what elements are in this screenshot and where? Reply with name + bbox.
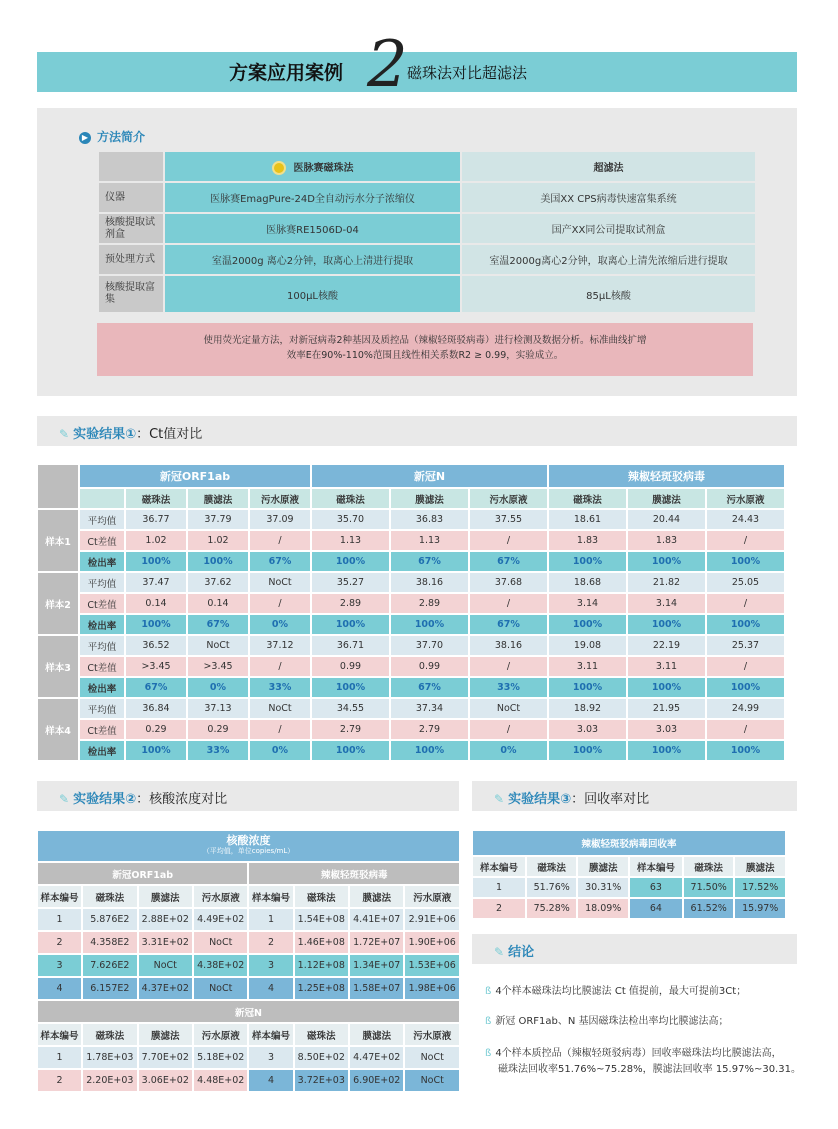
ct-cell: 100%	[706, 677, 785, 698]
result2-bar	[37, 781, 459, 811]
table-row	[472, 877, 786, 898]
nucleic-cell: 4.358E2	[82, 931, 137, 954]
recovery-cell: 15.97%	[734, 898, 786, 919]
ct-cell: 100%	[548, 551, 627, 572]
ct-method-header: 膜滤法	[390, 488, 469, 509]
ct-cell: /	[706, 719, 785, 740]
recovery-header: 膜滤法	[577, 856, 629, 877]
nucleic-cell: 4.47E+02	[349, 1046, 404, 1069]
ct-cell: 37.13	[187, 698, 249, 719]
ct-cell: 0.29	[125, 719, 187, 740]
ct-cell: NoCt	[249, 572, 311, 593]
method-panel	[37, 108, 797, 396]
ct-cell: NoCt	[469, 698, 548, 719]
ct-cell: 21.82	[627, 572, 706, 593]
ct-row-label: 平均值	[79, 509, 125, 530]
ct-cell: 38.16	[469, 635, 548, 656]
ct-row-label: 检出率	[79, 677, 125, 698]
ct-cell: 0.99	[311, 656, 390, 677]
method-row-label: 核酸提取富集	[99, 276, 163, 312]
nucleic-cell: 1.78E+03	[82, 1046, 137, 1069]
ct-cell: 2.79	[390, 719, 469, 740]
ct-cell: 100%	[627, 740, 706, 761]
ct-cell: 37.62	[187, 572, 249, 593]
nucleic-cell: 2.91E+06	[404, 908, 460, 931]
nucleic-unit-text: （平均值，单位copies/mL）	[202, 847, 295, 855]
ct-cell: /	[249, 593, 311, 614]
nucleic-table	[37, 830, 460, 1092]
header-subtitle: 磁珠法对比超滤法	[407, 64, 528, 82]
method-cell-b: 85μL核酸	[462, 276, 755, 312]
ct-cell: 1.13	[390, 530, 469, 551]
dna-icon: ß	[485, 1016, 492, 1027]
ct-method-header: 污水原液	[249, 488, 311, 509]
ct-cell: NoCt	[187, 635, 249, 656]
method-col-a: 医脉赛磁珠法	[165, 152, 460, 181]
ct-cell: 35.70	[311, 509, 390, 530]
nucleic-cell: 4.37E+02	[138, 977, 193, 1000]
recovery-header: 样本编号	[629, 856, 683, 877]
recovery-title: 辣椒轻斑驳病毒回收率	[472, 830, 786, 856]
ct-cell: 100%	[706, 740, 785, 761]
dna-icon: ß	[485, 986, 492, 997]
ct-cell: 1.83	[548, 530, 627, 551]
pen-icon: ✎	[494, 945, 505, 959]
nucleic-cell: NoCt	[138, 954, 193, 977]
recovery-cell: 61.52%	[683, 898, 735, 919]
nucleic-header: 磁珠法	[294, 1023, 349, 1046]
ct-cell: /	[706, 656, 785, 677]
ct-cell: 67%	[469, 614, 548, 635]
conclusion-item: ß 4个样本磁珠法均比膜滤法 Ct 值提前，最大可提前3Ct；	[485, 986, 747, 997]
nucleic-cell: NoCt	[404, 1069, 460, 1092]
ct-method-header: 磁珠法	[548, 488, 627, 509]
recovery-cell: 30.31%	[577, 877, 629, 898]
method-col-b: 超滤法	[462, 152, 755, 181]
ct-cell: 100%	[125, 551, 187, 572]
ct-cell: 1.02	[187, 530, 249, 551]
table-row	[37, 551, 785, 572]
conclusion-item: ß 4个样本质控品（辣椒轻斑驳病毒）回收率磁珠法均比膜滤法高，	[485, 1048, 782, 1059]
nucleic-cell: 3.06E+02	[138, 1069, 193, 1092]
table-row	[37, 509, 785, 530]
ct-cell: 19.08	[548, 635, 627, 656]
nucleic-header: 污水原液	[193, 1023, 248, 1046]
nucleic-cell: 2.88E+02	[138, 908, 193, 931]
result1-title: 实验结果①	[73, 427, 137, 442]
ct-cell: 100%	[125, 614, 187, 635]
ct-cell: 1.02	[125, 530, 187, 551]
ct-cell: 100%	[706, 614, 785, 635]
nucleic-cell: 6.157E2	[82, 977, 137, 1000]
nucleic-cell: 7.70E+02	[138, 1046, 193, 1069]
ct-cell: NoCt	[249, 698, 311, 719]
method-cell-a: 医脉赛EmagPure-24D全自动污水分子浓缩仪	[165, 183, 460, 212]
note-line: 效率E在90%-110%范围且线性相关系数R2 ≥ 0.99，实验成立。	[286, 350, 564, 361]
result1-bar	[37, 416, 797, 446]
method-corner	[99, 152, 163, 181]
result2-title: 实验结果②	[73, 792, 137, 807]
ct-method-header: 磁珠法	[125, 488, 187, 509]
table-row	[37, 719, 785, 740]
table-row	[37, 1046, 460, 1069]
ct-cell: 33%	[249, 677, 311, 698]
ct-row-label: Ct差值	[79, 530, 125, 551]
nucleic-cell: 3	[37, 954, 82, 977]
ct-cell: >3.45	[125, 656, 187, 677]
ct-cell: 100%	[627, 551, 706, 572]
ct-cell: 24.99	[706, 698, 785, 719]
ct-cell: 0%	[187, 677, 249, 698]
nucleic-cell: 1.98E+06	[404, 977, 460, 1000]
ct-cell: 100%	[390, 740, 469, 761]
ct-method-header: 污水原液	[706, 488, 785, 509]
ct-cell: 67%	[249, 551, 311, 572]
ct-cell: 3.03	[548, 719, 627, 740]
ct-cell: 100%	[311, 614, 390, 635]
ct-cell: /	[469, 656, 548, 677]
recovery-header: 磁珠法	[526, 856, 578, 877]
table-row	[37, 614, 785, 635]
nucleic-header: 磁珠法	[82, 1023, 137, 1046]
ct-cell: 18.68	[548, 572, 627, 593]
result1-subtitle: ：Ct值对比	[136, 427, 203, 442]
ct-cell: 35.27	[311, 572, 390, 593]
table-row	[37, 954, 460, 977]
conclusion-bar	[472, 934, 797, 964]
nucleic-cell: 4	[248, 977, 293, 1000]
ct-cell: 18.92	[548, 698, 627, 719]
ct-row-label: 检出率	[79, 551, 125, 572]
ct-cell: 3.11	[627, 656, 706, 677]
ct-cell: 0.29	[187, 719, 249, 740]
ct-cell: 0%	[249, 614, 311, 635]
nucleic-cell: 1.58E+07	[349, 977, 404, 1000]
ct-table	[37, 464, 785, 761]
method-section-title: ▶ 方法简介	[79, 128, 145, 145]
ct-cell: 0.14	[125, 593, 187, 614]
nucleic-header: 样本编号	[37, 885, 82, 908]
ct-cell: 100%	[311, 677, 390, 698]
conclusion-item: ß 新冠 ORF1ab、N 基因磁珠法检出率均比膜滤法高；	[485, 1016, 729, 1027]
method-table	[97, 150, 757, 314]
nucleic-cell: NoCt	[404, 1046, 460, 1069]
ct-cell: 100%	[311, 740, 390, 761]
ct-cell: 21.95	[627, 698, 706, 719]
ct-cell: 37.12	[249, 635, 311, 656]
recovery-cell: 64	[629, 898, 683, 919]
recovery-cell: 75.28%	[526, 898, 578, 919]
recovery-header: 样本编号	[472, 856, 526, 877]
ct-group-header: 新冠ORF1ab	[79, 464, 311, 488]
table-row	[37, 593, 785, 614]
conclusion-item-cont: 磁珠法回收率51.76%~75.28%，膜滤法回收率 15.97%~30.31。	[498, 1064, 801, 1075]
header-title: 方案应用案例	[229, 62, 344, 84]
ct-row-label: 平均值	[79, 698, 125, 719]
ct-cell: 37.79	[187, 509, 249, 530]
ct-group-header: 新冠N	[311, 464, 548, 488]
ct-cell: 22.19	[627, 635, 706, 656]
ct-cell: 100%	[125, 740, 187, 761]
ct-cell: 100%	[390, 614, 469, 635]
play-icon: ▶	[79, 132, 91, 144]
ct-cell: 18.61	[548, 509, 627, 530]
nucleic-cell: 3.31E+02	[138, 931, 193, 954]
method-cell-b: 室温2000g离心2分钟，取离心上清先浓缩后进行提取	[462, 245, 755, 274]
nucleic-header: 膜滤法	[138, 885, 193, 908]
header-number: 2	[367, 28, 408, 102]
nucleic-cell: 1.54E+08	[294, 908, 349, 931]
ct-cell: 100%	[627, 677, 706, 698]
nucleic-header: 污水原液	[404, 885, 460, 908]
ct-cell: 20.44	[627, 509, 706, 530]
sample-label: 样本1	[37, 509, 79, 572]
ct-cell: /	[469, 593, 548, 614]
ct-cell: 37.09	[249, 509, 311, 530]
ct-cell: 37.47	[125, 572, 187, 593]
sample-label: 样本3	[37, 635, 79, 698]
nucleic-cell: 4.49E+02	[193, 908, 248, 931]
ct-cell: 100%	[548, 677, 627, 698]
ct-cell: 36.52	[125, 635, 187, 656]
ct-cell: 3.14	[627, 593, 706, 614]
recovery-header: 膜滤法	[734, 856, 786, 877]
nucleic-cell: 4	[248, 1069, 293, 1092]
page-header	[37, 28, 797, 102]
ct-cell: 67%	[469, 551, 548, 572]
nucleic-cell: 2.20E+03	[82, 1069, 137, 1092]
ct-cell: 36.71	[311, 635, 390, 656]
nucleic-cell: 1.46E+08	[294, 931, 349, 954]
nucleic-header: 膜滤法	[138, 1023, 193, 1046]
recovery-cell: 71.50%	[683, 877, 735, 898]
method-note	[97, 323, 753, 376]
nucleic-group-orf: 新冠ORF1ab	[37, 862, 248, 885]
ct-cell: 2.79	[311, 719, 390, 740]
table-row	[37, 1069, 460, 1092]
ct-cell: 0.99	[390, 656, 469, 677]
note-line: 使用荧光定量方法，对新冠病毒2种基因及质控品（辣椒轻斑驳病毒）进行检测及数据分析。标准曲线扩增	[203, 335, 647, 346]
ct-method-header: 污水原液	[469, 488, 548, 509]
method-cell-a: 100μL核酸	[165, 276, 460, 312]
nucleic-header: 膜滤法	[349, 1023, 404, 1046]
ct-cell: 3.14	[548, 593, 627, 614]
nucleic-header: 样本编号	[37, 1023, 82, 1046]
ct-row-label: Ct差值	[79, 593, 125, 614]
emag-logo-icon	[272, 161, 286, 175]
recovery-cell: 2	[472, 898, 526, 919]
nucleic-cell: 3	[248, 1046, 293, 1069]
ct-cell: 33%	[187, 740, 249, 761]
pen-icon: ✎	[59, 792, 70, 806]
method-cell-a: 医脉赛RE1506D-04	[165, 214, 460, 243]
recovery-cell: 18.09%	[577, 898, 629, 919]
ct-method-header: 膜滤法	[187, 488, 249, 509]
table-row	[37, 677, 785, 698]
ct-cell: 67%	[125, 677, 187, 698]
ct-cell: /	[469, 719, 548, 740]
ct-row-label: 平均值	[79, 635, 125, 656]
ct-cell: /	[249, 530, 311, 551]
result3-title: 实验结果③	[508, 792, 572, 807]
nucleic-cell: 4.38E+02	[193, 954, 248, 977]
ct-cell: 2.89	[311, 593, 390, 614]
nucleic-header: 样本编号	[248, 1023, 293, 1046]
ct-cell: 100%	[548, 740, 627, 761]
method-row-label: 核酸提取试剂盒	[99, 214, 163, 243]
recovery-header: 磁珠法	[683, 856, 735, 877]
conclusion-title: 结论	[508, 945, 535, 960]
ct-cell: 37.34	[390, 698, 469, 719]
ct-cell: 100%	[627, 614, 706, 635]
recovery-cell: 17.52%	[734, 877, 786, 898]
ct-row-label: 检出率	[79, 740, 125, 761]
nucleic-cell: 7.626E2	[82, 954, 137, 977]
ct-cell: 36.83	[390, 509, 469, 530]
ct-cell: 37.68	[469, 572, 548, 593]
ct-corner	[37, 464, 79, 509]
table-row	[37, 698, 785, 719]
nucleic-cell: NoCt	[193, 931, 248, 954]
ct-cell: 1.83	[627, 530, 706, 551]
nucleic-header: 样本编号	[248, 885, 293, 908]
ct-cell: 2.89	[390, 593, 469, 614]
table-row	[37, 656, 785, 677]
ct-cell: 24.43	[706, 509, 785, 530]
nucleic-cell: 3	[248, 954, 293, 977]
nucleic-cell: 1.53E+06	[404, 954, 460, 977]
ct-cell: 67%	[390, 551, 469, 572]
nucleic-cell: 1.25E+08	[294, 977, 349, 1000]
nucleic-header: 磁珠法	[294, 885, 349, 908]
ct-cell: 0.14	[187, 593, 249, 614]
table-row	[472, 898, 786, 919]
ct-cell: /	[469, 530, 548, 551]
nucleic-cell: 4.41E+07	[349, 908, 404, 931]
result3-subtitle: ：回收率对比	[571, 792, 650, 807]
sample-label: 样本2	[37, 572, 79, 635]
table-row	[37, 635, 785, 656]
nucleic-group-pmmov: 辣椒轻斑驳病毒	[248, 862, 460, 885]
ct-cell: 1.13	[311, 530, 390, 551]
table-row	[37, 572, 785, 593]
recovery-cell: 63	[629, 877, 683, 898]
nucleic-title-text: 核酸浓度	[226, 834, 271, 847]
ct-cell: 67%	[390, 677, 469, 698]
nucleic-header: 污水原液	[193, 885, 248, 908]
nucleic-cell: 1.34E+07	[349, 954, 404, 977]
nucleic-header: 磁珠法	[82, 885, 137, 908]
ct-cell: 37.55	[469, 509, 548, 530]
method-row-label: 预处理方式	[99, 245, 163, 274]
ct-cell: 67%	[187, 614, 249, 635]
ct-cell: /	[249, 656, 311, 677]
ct-row-label: 检出率	[79, 614, 125, 635]
nucleic-cell: 1	[37, 908, 82, 931]
nucleic-cell: 1	[248, 908, 293, 931]
ct-cell: 3.11	[548, 656, 627, 677]
ct-cell: 38.16	[390, 572, 469, 593]
method-row-label: 仪器	[99, 183, 163, 212]
ct-cell: 36.77	[125, 509, 187, 530]
ct-row-label: Ct差值	[79, 719, 125, 740]
nucleic-cell: 2	[248, 931, 293, 954]
ct-cell: 34.55	[311, 698, 390, 719]
dna-icon: ß	[485, 1048, 492, 1059]
nucleic-cell: 1	[37, 1046, 82, 1069]
ct-row-label: 平均值	[79, 572, 125, 593]
nucleic-cell: 1.72E+07	[349, 931, 404, 954]
ct-method-header: 膜滤法	[627, 488, 706, 509]
ct-cell: 100%	[706, 551, 785, 572]
ct-cell: /	[706, 593, 785, 614]
method-cell-a: 室温2000g 离心2分钟，取离心上清进行提取	[165, 245, 460, 274]
ct-cell: >3.45	[187, 656, 249, 677]
ct-cell: 25.05	[706, 572, 785, 593]
ct-row-label: Ct差值	[79, 656, 125, 677]
nucleic-cell: 8.50E+02	[294, 1046, 349, 1069]
table-row	[37, 908, 460, 931]
nucleic-cell: 4	[37, 977, 82, 1000]
table-row	[37, 931, 460, 954]
ct-cell: 37.70	[390, 635, 469, 656]
ct-cell: /	[706, 530, 785, 551]
table-row	[37, 740, 785, 761]
nucleic-cell: 3.72E+03	[294, 1069, 349, 1092]
recovery-table	[472, 830, 786, 919]
ct-cell: 100%	[311, 551, 390, 572]
method-cell-b: 国产XX同公司提取试剂盒	[462, 214, 755, 243]
nucleic-header: 污水原液	[404, 1023, 460, 1046]
ct-cell: 25.37	[706, 635, 785, 656]
nucleic-table-title	[37, 830, 460, 862]
nucleic-cell: NoCt	[193, 977, 248, 1000]
pen-icon: ✎	[494, 792, 505, 806]
nucleic-cell: 1.90E+06	[404, 931, 460, 954]
ct-cell: 0%	[249, 740, 311, 761]
ct-cell: 0%	[469, 740, 548, 761]
result2-subtitle: ：核酸浓度对比	[136, 792, 228, 807]
recovery-cell: 1	[472, 877, 526, 898]
table-row	[37, 977, 460, 1000]
ct-subhead-blank	[79, 488, 125, 509]
nucleic-cell: 2	[37, 931, 82, 954]
result3-bar	[472, 781, 797, 811]
nucleic-cell: 5.18E+02	[193, 1046, 248, 1069]
nucleic-cell: 1.12E+08	[294, 954, 349, 977]
nucleic-cell: 5.876E2	[82, 908, 137, 931]
ct-cell: 100%	[548, 614, 627, 635]
nucleic-cell: 2	[37, 1069, 82, 1092]
ct-group-header: 辣椒轻斑驳病毒	[548, 464, 785, 488]
table-row	[37, 530, 785, 551]
recovery-cell: 51.76%	[526, 877, 578, 898]
sample-label: 样本4	[37, 698, 79, 761]
nucleic-cell: 6.90E+02	[349, 1069, 404, 1092]
ct-cell: /	[249, 719, 311, 740]
ct-cell: 36.84	[125, 698, 187, 719]
ct-cell: 100%	[187, 551, 249, 572]
ct-cell: 33%	[469, 677, 548, 698]
ct-cell: 3.03	[627, 719, 706, 740]
nucleic-cell: 4.48E+02	[193, 1069, 248, 1092]
nucleic-header: 膜滤法	[349, 885, 404, 908]
nucleic-group-n: 新冠N	[37, 1000, 460, 1023]
method-cell-b: 美国XX CPS病毒快速富集系统	[462, 183, 755, 212]
ct-method-header: 磁珠法	[311, 488, 390, 509]
pen-icon: ✎	[59, 427, 70, 441]
